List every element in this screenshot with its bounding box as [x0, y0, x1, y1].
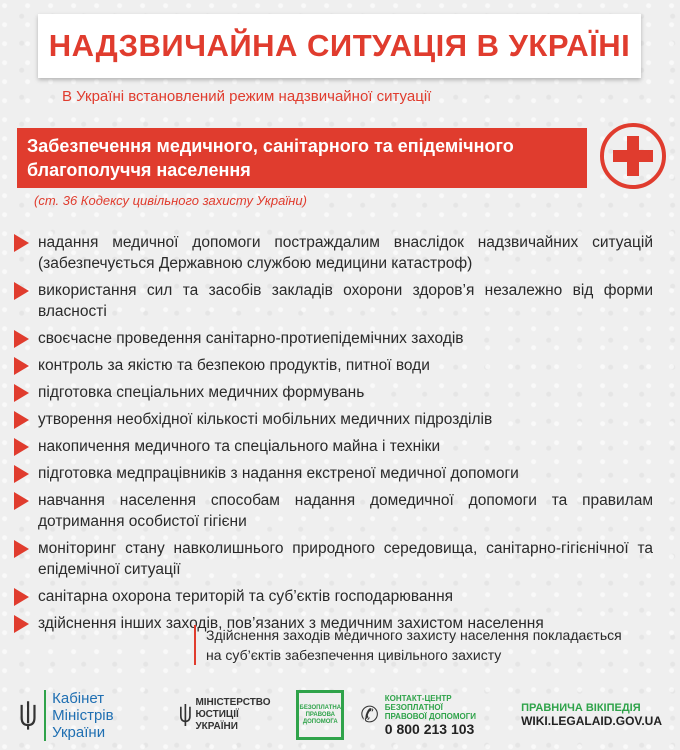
- cabinet-logo: [44, 690, 161, 741]
- bullet-arrow-icon: [14, 355, 38, 375]
- ministry-line1: МІНІСТЕРСТВО: [195, 697, 271, 708]
- bullet-arrow-icon: [14, 409, 38, 429]
- bullet-arrow-icon: [14, 490, 38, 510]
- bullet-arrow-icon: [14, 463, 38, 483]
- bullet-arrow-icon: [14, 280, 38, 300]
- contact-center: [360, 694, 499, 737]
- list-item: утворення необхідної кількості мобільних медичних підрозділів: [14, 409, 664, 430]
- section-heading: [17, 128, 587, 188]
- medical-cross-icon: [600, 123, 666, 189]
- note-line1: Здійснення заходів медичного захисту населення покладається: [206, 627, 622, 643]
- list-item: здійснення інших заходів, пов’язаних з медичним захистом населення: [14, 613, 664, 634]
- list-item: контроль за якістю та безпекою продуктів, питної води: [14, 355, 664, 376]
- contact-label-line1: КОНТАКТ-ЦЕНТР БЕЗОПЛАТНОЇ: [384, 693, 452, 712]
- list-item: надання медичної допомоги постраждалим внаслідок надзвичайних ситуацій (забезпечується Державною службою медицини катастроф): [14, 232, 664, 274]
- section-heading-line2: благополуччя населення: [27, 160, 251, 180]
- list-item: навчання населення способам надання домедичної допомоги та правилам дотримання особистої гігієни: [14, 490, 664, 532]
- list-item: накопичення медичного та спеціального майна і техніки: [14, 436, 664, 457]
- title-banner: [38, 14, 641, 78]
- trident-small-icon: [179, 702, 192, 728]
- list-item: підготовка спеціальних медичних формувань: [14, 382, 664, 403]
- bullet-arrow-icon: [14, 613, 38, 633]
- page-title: НАДЗВИЧАЙНА СИТУАЦІЯ В УКРАЇНІ: [48, 28, 631, 63]
- ministry-logo: [179, 697, 277, 733]
- legal-aid-logo: БЕЗОПЛАТНА ПРАВОВА ДОПОМОГА: [296, 690, 344, 740]
- wiki-link[interactable]: WIKI.LEGALAID.GOV.UA: [521, 714, 662, 728]
- footer-logos: [0, 680, 680, 750]
- contact-label-line2: ПРАВОВОЇ ДОПОМОГИ: [384, 711, 477, 721]
- responsibility-note: [194, 625, 644, 665]
- bullet-arrow-icon: [14, 328, 38, 348]
- cabinet-line2: Міністрів України: [52, 706, 114, 741]
- bullet-arrow-icon: [14, 382, 38, 402]
- list-item: підготовка медпрацівників з надання екстреної медичної допомоги: [14, 463, 664, 484]
- list-item: моніторинг стану навколишнього природного середовища, санітарно-гігієнічної та епідемічної ситуації: [14, 538, 664, 580]
- phone-icon: ✆: [360, 702, 379, 727]
- section-heading-line1: Забезпечення медичного, санітарного та епідемічного: [27, 136, 514, 156]
- ministry-line2: ЮСТИЦІЇ УКРАЇНИ: [195, 709, 239, 732]
- wiki-block: [521, 702, 662, 728]
- list-item: використання сил та засобів закладів охорони здоров’я незалежно від форми власності: [14, 280, 664, 322]
- list-item: своєчасне проведення санітарно-протиепідемічних заходів: [14, 328, 664, 349]
- law-reference: (ст. 36 Кодексу цивільного захисту України): [34, 193, 307, 208]
- bullet-arrow-icon: [14, 538, 38, 558]
- measures-list: [14, 232, 664, 640]
- cabinet-line1: Кабінет: [52, 689, 105, 707]
- wiki-label: ПРАВНИЧА ВІКІПЕДІЯ: [521, 702, 641, 714]
- phone-number[interactable]: 0 800 213 103: [384, 720, 475, 737]
- bullet-arrow-icon: [14, 436, 38, 456]
- bullet-arrow-icon: [14, 232, 38, 252]
- list-item: санітарна охорона територій та суб’єктів господарювання: [14, 586, 664, 607]
- subtitle: В Україні встановлений режим надзвичайної ситуації: [62, 88, 432, 105]
- note-line2: на суб’єктів забезпечення цивільного захисту: [206, 647, 502, 663]
- trident-icon: [18, 698, 38, 732]
- bullet-arrow-icon: [14, 586, 38, 606]
